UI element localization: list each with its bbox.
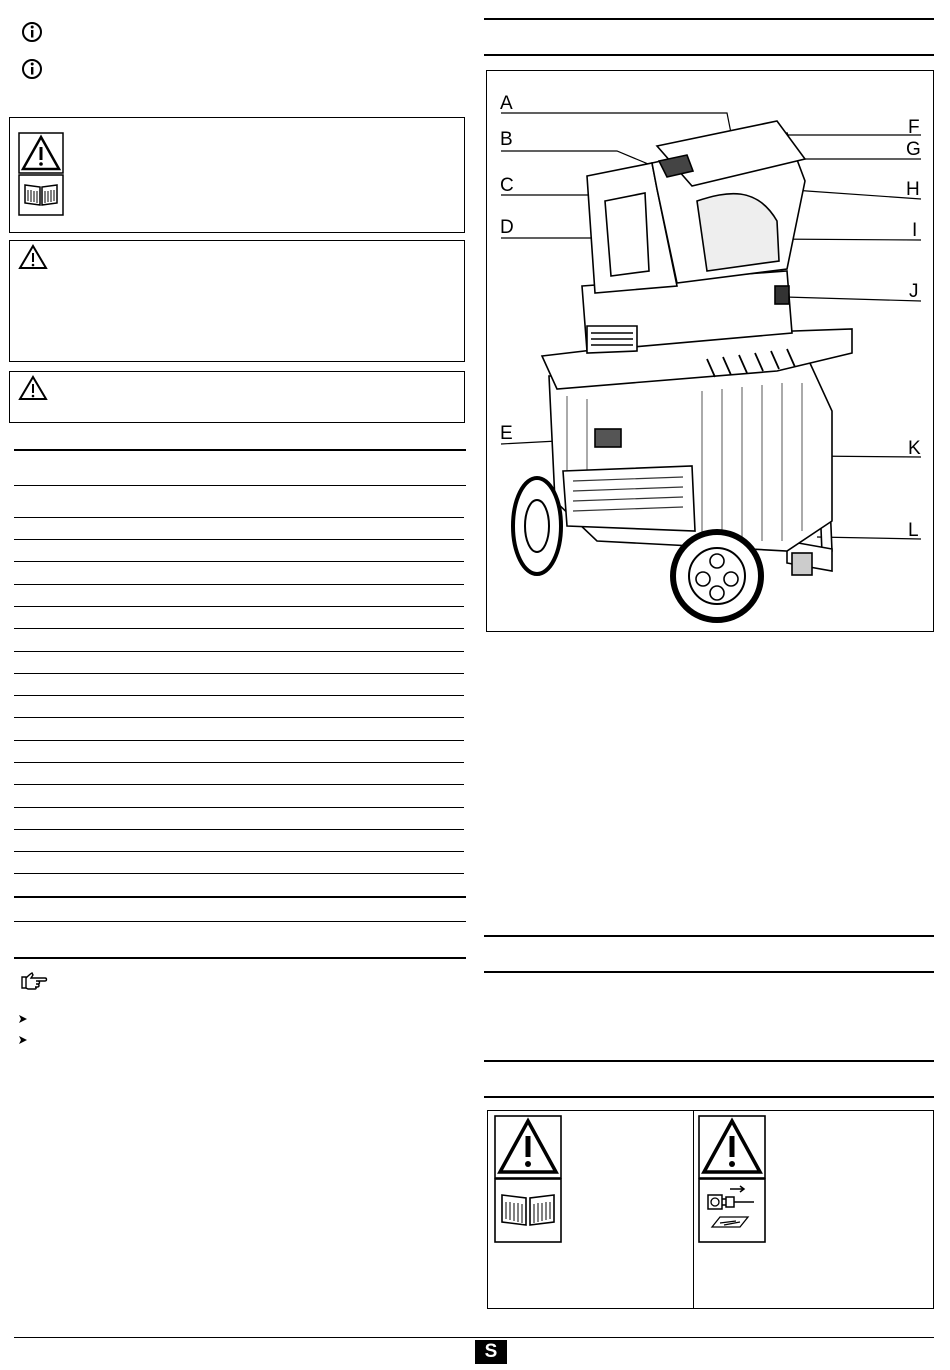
part-label-f: F <box>908 117 920 138</box>
garden-shredder-illustration <box>513 121 852 620</box>
section-rule <box>484 1096 934 1098</box>
part-label-l: L <box>908 520 919 541</box>
open-book-icon <box>25 185 57 205</box>
part-label-g: G <box>906 139 921 160</box>
pointing-hand-icon <box>20 971 48 991</box>
product-diagram <box>486 70 934 632</box>
part-label-k: K <box>908 438 921 459</box>
language-badge: S <box>475 1340 507 1364</box>
part-label-j: J <box>909 281 919 302</box>
section-rule <box>484 935 934 937</box>
warning-unplug-label <box>698 1115 766 1243</box>
warning-triangle-icon <box>18 132 64 216</box>
section-rule <box>484 18 934 20</box>
part-label-c: C <box>500 175 514 196</box>
section-rule <box>484 54 934 56</box>
warning-box <box>9 240 465 362</box>
section-rule <box>484 1060 934 1062</box>
part-label-e: E <box>500 423 513 444</box>
part-label-b: B <box>500 129 513 150</box>
part-label-h: H <box>906 179 920 200</box>
warning-triangle-icon <box>18 244 48 270</box>
arrow-bullet-icon <box>18 1014 28 1024</box>
info-circle-icon <box>21 58 43 80</box>
arrow-bullet-icon <box>18 1035 28 1045</box>
info-circle-icon <box>21 21 43 43</box>
warning-triangle-icon <box>18 375 48 401</box>
part-label-d: D <box>500 217 514 238</box>
warning-box-manual <box>9 117 465 233</box>
part-label-i: I <box>912 220 918 241</box>
open-book-icon <box>502 1195 554 1225</box>
section-rule <box>484 971 934 973</box>
part-label-a: A <box>500 93 513 114</box>
warning-triangle-icon <box>494 1115 562 1243</box>
safety-label-panel <box>487 1110 934 1309</box>
unplug-icon <box>708 1186 754 1227</box>
caution-box <box>9 371 465 423</box>
footer-rule <box>14 1337 934 1338</box>
